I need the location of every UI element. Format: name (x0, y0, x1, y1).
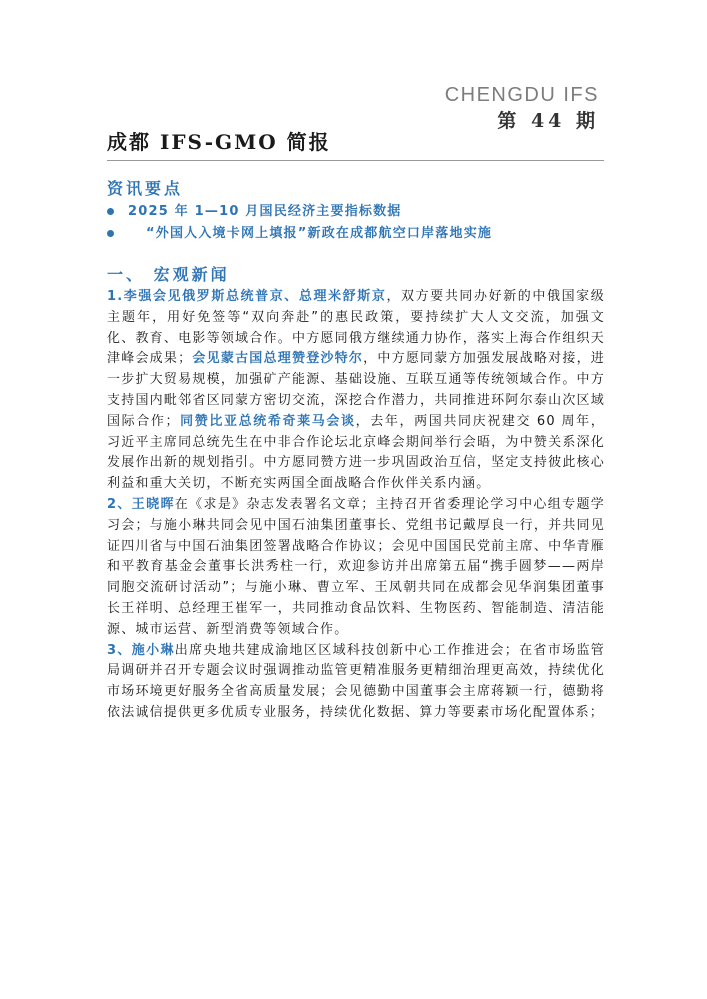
lead-phrase: 会见蒙古国总理赞登沙特尔 (192, 351, 364, 367)
highlight-text: “外国人入境卡网上填报”新政在成都航空口岸落地实施 (146, 226, 493, 241)
bullet-icon (107, 208, 114, 215)
paragraph-text: 出席央地共建成渝地区区域科技创新中心工作推进会；在省市场监管局调研并召开专题会议时强调推动监管更精准服务更精细治理更高效，持续优化市场环境更好服务全省高质量发展；会见德勤中国董事会主席蒋颖一行，德勤将依法诚信提供更多优质专业服务，持续优化数据、算力等要素市场化配置体系； (107, 642, 605, 720)
highlight-text: 2025 年 1—10 月国民经济主要指标数据 (128, 204, 402, 219)
paragraph-text: 在《求是》杂志发表署名文章；主持召开省委理论学习中心组专题学习会；与施小琳共同会见中国石油集团董事长、党组书记戴厚良一行，并共同见证四川省与中国石油集团签署战略合作协议；会见中国国民党前主席、中华青雁和平教育基金会董事长洪秀柱一行，欢迎参访并出席第五届“携手圆梦——两岸同胞交流研讨活动”；与施小琳、曹立军、王凤朝共同在成都会见华润集团董事长王祥明、总经理王崔军一，共同推动食品饮料、生物医药、智能制造、清洁能源、城市运营、新型消费等领域合作。 (107, 496, 605, 637)
issue-number: 第 44 期 (497, 110, 599, 132)
news-body (107, 287, 605, 724)
news-paragraph-3 (107, 641, 605, 724)
lead-phrase: 同赞比亚总统希奇莱马会谈 (179, 413, 356, 429)
highlights-heading: 资讯要点 (107, 179, 184, 198)
paragraph-text: ，去年，两国共同庆祝建交 60 周年，习近平主席同总统先生在中非合作论坛北京峰会期间举行会晤，为中赞关系深化发展作出新的规划指引。中方愿同赞方进一步巩固政治互信，坚定支持彼此核心利益和重大关切，不断充实两国全面战略合作伙伴关系内涵。 (107, 413, 605, 492)
brand-wordmark: CHENGDU IFS (444, 84, 599, 106)
news-paragraph-2 (107, 495, 605, 641)
paragraph-number: 2、 (107, 496, 132, 512)
bullet-icon (107, 230, 114, 237)
highlight-item (107, 222, 492, 241)
lead-phrase: 施小琳 (131, 642, 175, 658)
paragraph-number: 3、 (107, 642, 132, 658)
highlight-item (107, 200, 402, 219)
lead-phrase: 王晓晖 (131, 496, 175, 512)
paragraph-text: ，双方要共同办好新的中俄国家级主题年，用好免签等“双向奔赴”的惠民政策，要持续扩大人文交流，加强文化、教育、电影等领域合作。中方愿同俄方继续通力协作，落实上海合作组织天津峰会成果； (107, 289, 605, 367)
paragraph-number: 1. (107, 289, 124, 304)
page-title: 成都 IFS-GMO 简报 (107, 130, 331, 154)
lead-phrase: 李强会见俄罗斯总统普京、总理米舒斯京 (123, 289, 387, 304)
section-heading: 一、 宏观新闻 (107, 265, 230, 284)
news-paragraph-1 (107, 287, 605, 495)
paragraph-text: ，中方愿同蒙方加强发展战略对接，进一步扩大贸易规模，加强矿产能源、基础设施、互联互通等传统领域合作。中方支持国内毗邻省区同蒙方密切交流，深挖合作潜力，共同推进环阿尔泰山次区域国际合作； (107, 351, 606, 429)
header-divider (107, 160, 604, 161)
